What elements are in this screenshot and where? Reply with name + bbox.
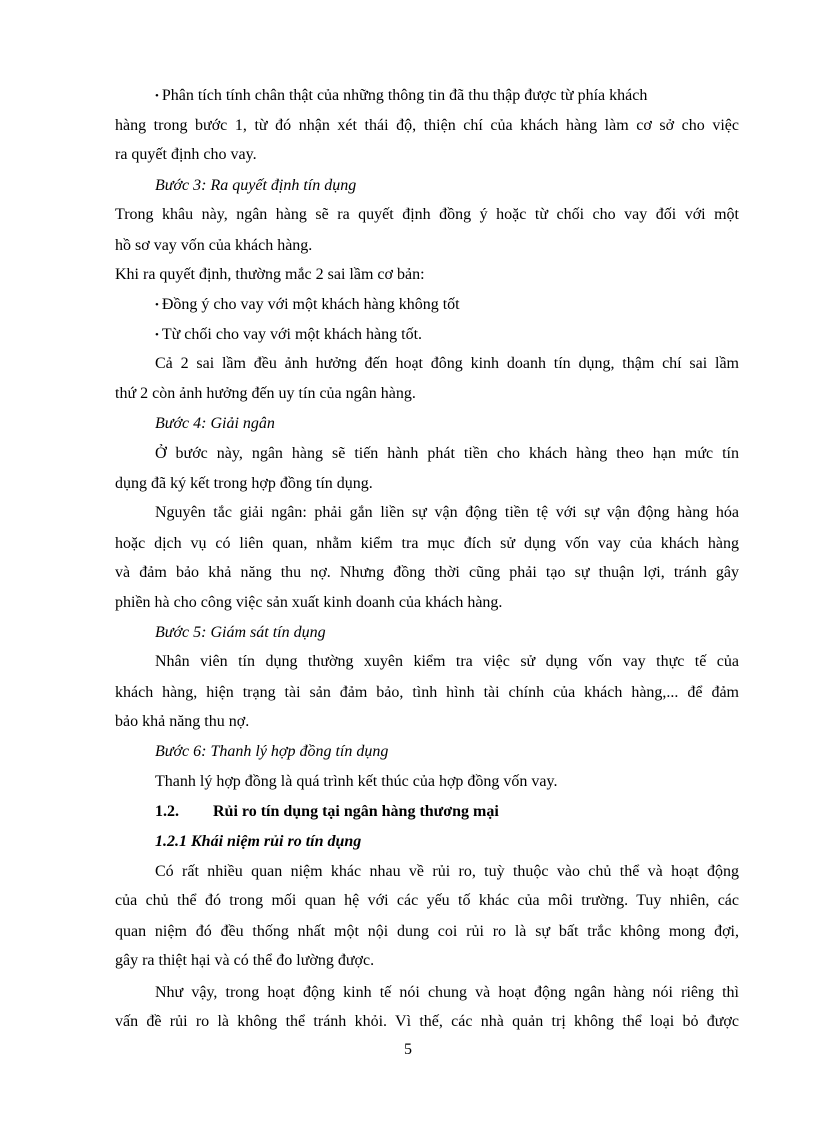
- paragraph-line: thứ 2 còn ảnh hưởng đến uy tín của ngân hàng.: [115, 385, 416, 402]
- paragraph-line: gây ra thiệt hại và có thể đo lường được.: [115, 952, 375, 969]
- paragraph-line: khách hàng, hiện trạng tài sản đảm bảo, tình hình tài chính của khách hàng,... để đảm: [115, 684, 739, 701]
- paragraph-line: vấn đề rủi ro là không thể tránh khỏi. Vì thế, các nhà quản trị không thể loại bỏ được: [115, 1013, 739, 1030]
- paragraph-line: dụng đã ký kết trong hợp đồng tín dụng.: [115, 475, 373, 492]
- paragraph-line: quan niệm đó đều thống nhất một nội dung coi rủi ro là sự bất trắc không mong đợi,: [115, 923, 739, 940]
- paragraph-line: bảo khả năng thu nợ.: [115, 713, 250, 730]
- paragraph-line: Nhân viên tín dụng thường xuyên kiểm tra việc sử dụng vốn vay thực tế của: [155, 653, 739, 670]
- paragraph-line: phiền hà cho công việc sản xuất kinh doanh của khách hàng.: [115, 594, 503, 611]
- paragraph-line: Khi ra quyết định, thường mắc 2 sai lầm cơ bản:: [115, 266, 425, 283]
- paragraph-line: Như vậy, trong hoạt động kinh tế nói chung và hoạt động ngân hàng nói riêng thì: [155, 984, 739, 1001]
- step-heading: Bước 5: Giám sát tín dụng: [155, 624, 326, 641]
- paragraph-line: và đảm bảo khả năng thu nợ. Nhưng đồng thời cũng phải tạo sự thuận lợi, tránh gây: [115, 564, 739, 581]
- paragraph-line: ra quyết định cho vay.: [115, 146, 257, 163]
- paragraph-line: Có rất nhiều quan niệm khác nhau về rủi ro, tuỳ thuộc vào chủ thể và hoạt động: [155, 863, 739, 880]
- page-number: 5: [404, 1041, 412, 1058]
- paragraph-line: Ở bước này, ngân hàng sẽ tiến hành phát tiền cho khách hàng theo hạn mức tín: [155, 445, 739, 462]
- paragraph-line: hồ sơ vay vốn của khách hàng.: [115, 237, 313, 254]
- paragraph-line: hoặc dịch vụ có liên quan, nhằm kiểm tra mục đích sử dụng vốn vay của khách hàng: [115, 535, 739, 552]
- section-title: Rủi ro tín dụng tại ngân hàng thương mại: [213, 803, 499, 820]
- step-heading: Bước 4: Giải ngân: [155, 415, 275, 432]
- paragraph-line: Cả 2 sai lầm đều ảnh hưởng đến hoạt đông kinh doanh tín dụng, thậm chí sai lầm: [155, 355, 739, 372]
- paragraph-line: hàng trong bước 1, từ đó nhận xét thái độ, thiện chí của khách hàng làm cơ sở cho việc: [115, 117, 739, 134]
- step-heading: Bước 6: Thanh lý hợp đồng tín dụng: [155, 743, 389, 760]
- subsection-heading: 1.2.1 Khái niệm rủi ro tín dụng: [155, 833, 362, 850]
- paragraph-line: Trong khâu này, ngân hàng sẽ ra quyết định đồng ý hoặc từ chối cho vay đối với một: [115, 206, 739, 223]
- paragraph-line: Nguyên tắc giải ngân: phải gắn liền sự vận động tiền tệ với sự vận động hàng hóa: [155, 504, 739, 521]
- step-heading: Bước 3: Ra quyết định tín dụng: [155, 177, 357, 194]
- paragraph-line: của chủ thể đó trong mối quan hệ với các yếu tố khác của môi trường. Tuy nhiên, các: [115, 892, 739, 909]
- section-heading: [155, 802, 739, 822]
- section-number: 1.2.: [155, 803, 179, 820]
- bullet-line: • Phân tích tính chân thật của những thông tin đã thu thập được từ phía khách: [155, 86, 739, 107]
- bullet-line: • Đồng ý cho vay với một khách hàng không tốt: [155, 295, 739, 316]
- bullet-line: • Từ chối cho vay với một khách hàng tốt.: [155, 325, 739, 346]
- paragraph-line: Thanh lý hợp đồng là quá trình kết thúc của hợp đồng vốn vay.: [155, 773, 558, 790]
